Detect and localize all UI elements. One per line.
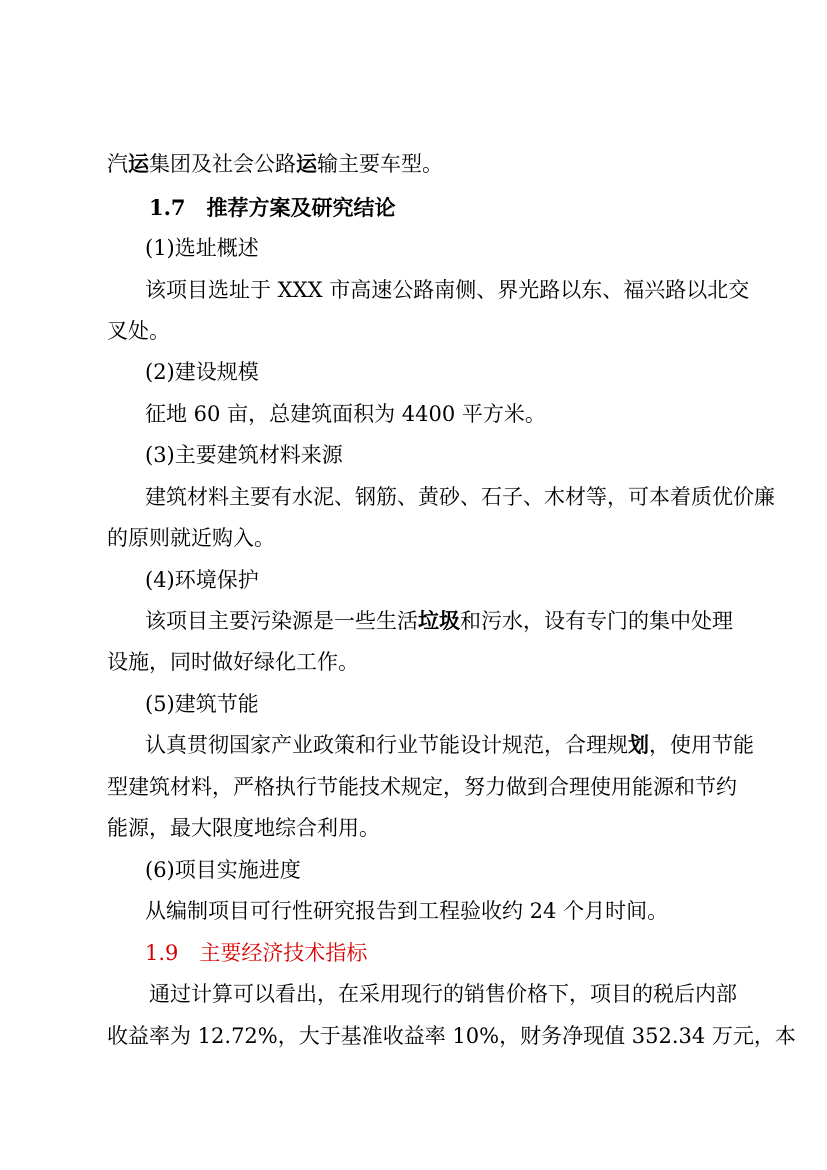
paragraph-text	[107, 150, 443, 178]
paragraph-text	[145, 731, 754, 759]
text-run: ，使用节能	[649, 733, 754, 757]
subheading-environment: (4)环境保护	[145, 568, 259, 592]
text-run: 该项目主要污染源是一些生活	[145, 609, 418, 633]
bold-text-run: 运	[128, 151, 149, 176]
bold-text-run: 垃圾	[418, 608, 460, 633]
text-run: 集团及社会公路	[149, 152, 296, 176]
paragraph-text: 能源，最大限度地综合利用。	[107, 816, 380, 840]
subheading-energy: (5)建筑节能	[145, 692, 259, 716]
subheading-site-overview: (1)选址概述	[145, 236, 259, 260]
paragraph-text: 的原则就近购入。	[107, 526, 275, 550]
paragraph-text	[145, 607, 733, 635]
paragraph-text: 建筑材料主要有水泥、钢筋、黄砂、石子、木材等，可本着质优价廉	[145, 485, 775, 509]
paragraph-text: 征地 60 亩，总建筑面积为 4400 平方米。	[145, 402, 546, 426]
text-run: 和污水，设有专门的集中处理	[460, 609, 733, 633]
text-run: 输主要车型。	[317, 152, 443, 176]
subheading-materials: (3)主要建筑材料来源	[145, 443, 343, 467]
paragraph-text: 从编制项目可行性研究报告到工程验收约 24 个月时间。	[145, 899, 669, 923]
text-run: 汽	[107, 152, 128, 176]
subheading-scale: (2)建设规模	[145, 360, 259, 384]
paragraph-text: 设施，同时做好绿化工作。	[107, 650, 359, 674]
subheading-schedule: (6)项目实施进度	[145, 858, 301, 882]
bold-text-run: 划	[628, 732, 649, 757]
section-heading-1-9: 1.9 主要经济技术指标	[145, 941, 368, 965]
paragraph-text: 通过计算可以看出，在采用现行的销售价格下，项目的税后内部	[149, 982, 737, 1006]
text-run: 认真贯彻国家产业政策和行业节能设计规范，合理规	[145, 733, 628, 757]
section-heading-1-7: 1.7 推荐方案及研究结论	[149, 195, 396, 220]
paragraph-text: 叉处。	[107, 319, 170, 343]
bold-text-run: 运	[296, 151, 317, 176]
paragraph-text: 该项目选址于 XXX 市高速公路南侧、界光路以东、福兴路以北交	[145, 278, 750, 302]
paragraph-text: 收益率为 12.72%，大于基准收益率 10%，财务净现值 352.34 万元，本	[107, 1024, 796, 1048]
paragraph-text: 型建筑材料，严格执行节能技术规定，努力做到合理使用能源和节约	[107, 775, 737, 799]
